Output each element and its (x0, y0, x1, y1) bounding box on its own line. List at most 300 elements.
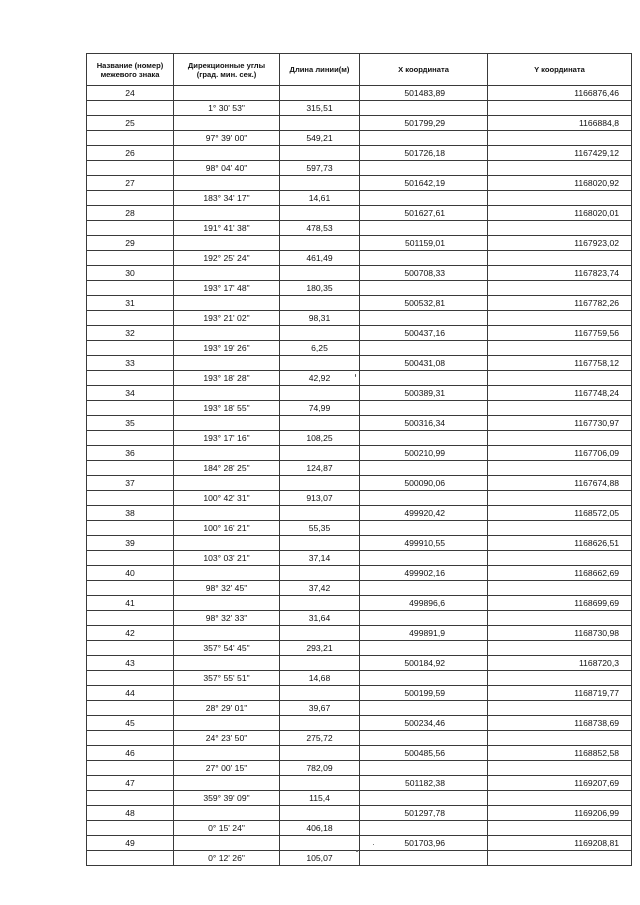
empty-cell (360, 821, 488, 836)
line-length: 31,64 (280, 611, 360, 626)
empty-cell (280, 506, 360, 521)
empty-cell (280, 536, 360, 551)
empty-cell (280, 746, 360, 761)
empty-cell (280, 626, 360, 641)
y-coordinate: 1169208,81 (488, 836, 632, 851)
x-coordinate: 501483,89 (360, 86, 488, 101)
empty-cell (280, 776, 360, 791)
empty-cell (174, 416, 280, 431)
table-row (87, 551, 632, 566)
empty-cell (280, 476, 360, 491)
empty-cell (87, 101, 174, 116)
line-length: 39,67 (280, 701, 360, 716)
empty-cell (360, 341, 488, 356)
empty-cell (488, 851, 632, 866)
line-length: 180,35 (280, 281, 360, 296)
empty-cell (360, 581, 488, 596)
empty-cell (360, 221, 488, 236)
table-row (87, 536, 632, 551)
empty-cell (360, 791, 488, 806)
x-coordinate: 499891,9 (360, 626, 488, 641)
direction-angle: 184° 28' 25" (174, 461, 280, 476)
empty-cell (488, 281, 632, 296)
table-row (87, 686, 632, 701)
empty-cell (280, 656, 360, 671)
line-length: 74,99 (280, 401, 360, 416)
empty-cell (488, 371, 632, 386)
direction-angle: 98° 04' 40" (174, 161, 280, 176)
table-row (87, 641, 632, 656)
table-row (87, 581, 632, 596)
empty-cell (488, 431, 632, 446)
direction-angle: 27° 00' 15" (174, 761, 280, 776)
table-row (87, 461, 632, 476)
line-length: 275,72 (280, 731, 360, 746)
empty-cell (360, 161, 488, 176)
table-row (87, 731, 632, 746)
empty-cell (280, 356, 360, 371)
x-coordinate: 501159,01 (360, 236, 488, 251)
direction-angle: 28° 29' 01" (174, 701, 280, 716)
empty-cell (488, 161, 632, 176)
empty-cell (488, 671, 632, 686)
table-row (87, 176, 632, 191)
x-coordinate: 501297,78 (360, 806, 488, 821)
direction-angle: 100° 16' 21" (174, 521, 280, 536)
point-name: 24 (87, 86, 174, 101)
table-row (87, 146, 632, 161)
x-coordinate: 500532,81 (360, 296, 488, 311)
point-name: 44 (87, 686, 174, 701)
empty-cell (360, 371, 488, 386)
direction-angle: 193° 17' 16" (174, 431, 280, 446)
empty-cell (174, 146, 280, 161)
table-row (87, 806, 632, 821)
empty-cell (488, 461, 632, 476)
empty-cell (280, 836, 360, 851)
direction-angle: 0° 15' 24" (174, 821, 280, 836)
point-name: 25 (87, 116, 174, 131)
line-length: 913,07 (280, 491, 360, 506)
y-coordinate: 1166876,46 (488, 86, 632, 101)
y-coordinate: 1168662,69 (488, 566, 632, 581)
x-coordinate: 500316,34 (360, 416, 488, 431)
y-coordinate: 1168020,01 (488, 206, 632, 221)
table-row (87, 476, 632, 491)
line-length: 98,31 (280, 311, 360, 326)
table-row (87, 566, 632, 581)
empty-cell (174, 446, 280, 461)
header-angle: Дирекционные углы (град. мин. сек.) (174, 54, 280, 86)
point-name: 47 (87, 776, 174, 791)
empty-cell (174, 266, 280, 281)
point-name: 35 (87, 416, 174, 431)
empty-cell (488, 551, 632, 566)
empty-cell (87, 191, 174, 206)
y-coordinate: 1167748,24 (488, 386, 632, 401)
empty-cell (280, 146, 360, 161)
empty-cell (174, 716, 280, 731)
empty-cell (360, 461, 488, 476)
direction-angle: 98° 32' 33" (174, 611, 280, 626)
empty-cell (360, 671, 488, 686)
empty-cell (488, 401, 632, 416)
empty-cell (360, 641, 488, 656)
x-coordinate: 499896,6 (360, 596, 488, 611)
table-row (87, 671, 632, 686)
direction-angle: 98° 32' 45" (174, 581, 280, 596)
empty-cell (174, 836, 280, 851)
line-length: 14,61 (280, 191, 360, 206)
y-coordinate: 1168699,69 (488, 596, 632, 611)
empty-cell (174, 536, 280, 551)
point-name: 32 (87, 326, 174, 341)
y-coordinate: 1168852,58 (488, 746, 632, 761)
table-row (87, 86, 632, 101)
empty-cell (174, 746, 280, 761)
empty-cell (280, 716, 360, 731)
empty-cell (488, 311, 632, 326)
x-coordinate: 500389,31 (360, 386, 488, 401)
empty-cell (87, 461, 174, 476)
empty-cell (174, 806, 280, 821)
direction-angle: 183° 34' 17" (174, 191, 280, 206)
empty-cell (174, 776, 280, 791)
point-name: 31 (87, 296, 174, 311)
table-row (87, 221, 632, 236)
table-header-row (87, 54, 632, 86)
empty-cell (280, 416, 360, 431)
point-name: 45 (87, 716, 174, 731)
y-coordinate: 1167730,97 (488, 416, 632, 431)
empty-cell (280, 116, 360, 131)
empty-cell (174, 656, 280, 671)
empty-cell (280, 296, 360, 311)
y-coordinate: 1167823,74 (488, 266, 632, 281)
line-length: 406,18 (280, 821, 360, 836)
empty-cell (87, 281, 174, 296)
line-length: 782,09 (280, 761, 360, 776)
empty-cell (360, 611, 488, 626)
table-row (87, 596, 632, 611)
point-name: 41 (87, 596, 174, 611)
point-name: 43 (87, 656, 174, 671)
line-length: 108,25 (280, 431, 360, 446)
table-row (87, 386, 632, 401)
empty-cell (360, 701, 488, 716)
y-coordinate: 1169206,99 (488, 806, 632, 821)
empty-cell (87, 251, 174, 266)
line-length: 14,68 (280, 671, 360, 686)
empty-cell (280, 206, 360, 221)
direction-angle: 357° 54' 45" (174, 641, 280, 656)
empty-cell (488, 791, 632, 806)
point-name: 40 (87, 566, 174, 581)
x-coordinate: 501182,38 (360, 776, 488, 791)
line-length: 315,51 (280, 101, 360, 116)
empty-cell (87, 431, 174, 446)
empty-cell (360, 521, 488, 536)
scan-speck (356, 850, 358, 852)
empty-cell (174, 626, 280, 641)
table-row (87, 491, 632, 506)
empty-cell (87, 701, 174, 716)
scan-speck (373, 844, 374, 845)
scan-speck (355, 374, 356, 377)
table-body (87, 86, 632, 866)
x-coordinate: 499910,55 (360, 536, 488, 551)
empty-cell (488, 101, 632, 116)
empty-cell (174, 356, 280, 371)
empty-cell (488, 341, 632, 356)
empty-cell (360, 251, 488, 266)
empty-cell (280, 266, 360, 281)
y-coordinate: 1168572,05 (488, 506, 632, 521)
empty-cell (174, 326, 280, 341)
empty-cell (174, 566, 280, 581)
direction-angle: 191° 41' 38" (174, 221, 280, 236)
empty-cell (87, 791, 174, 806)
empty-cell (488, 191, 632, 206)
direction-angle: 193° 17' 48" (174, 281, 280, 296)
y-coordinate: 1166884,8 (488, 116, 632, 131)
table-row (87, 521, 632, 536)
table-row (87, 506, 632, 521)
empty-cell (87, 821, 174, 836)
direction-angle: 193° 18' 55" (174, 401, 280, 416)
direction-angle: 1° 30' 53" (174, 101, 280, 116)
empty-cell (488, 641, 632, 656)
table-row (87, 356, 632, 371)
empty-cell (87, 221, 174, 236)
table-row (87, 251, 632, 266)
empty-cell (360, 191, 488, 206)
empty-cell (488, 581, 632, 596)
empty-cell (360, 401, 488, 416)
empty-cell (360, 431, 488, 446)
y-coordinate: 1167782,26 (488, 296, 632, 311)
table-row (87, 341, 632, 356)
x-coordinate: 500708,33 (360, 266, 488, 281)
table-row (87, 626, 632, 641)
empty-cell (87, 161, 174, 176)
empty-cell (360, 281, 488, 296)
point-name: 30 (87, 266, 174, 281)
line-length: 549,21 (280, 131, 360, 146)
table-row (87, 746, 632, 761)
x-coordinate: 501726,18 (360, 146, 488, 161)
direction-angle: 192° 25' 24" (174, 251, 280, 266)
x-coordinate: 500184,92 (360, 656, 488, 671)
point-name: 48 (87, 806, 174, 821)
line-length: 115,4 (280, 791, 360, 806)
point-name: 27 (87, 176, 174, 191)
y-coordinate: 1168738,69 (488, 716, 632, 731)
direction-angle: 24° 23' 50" (174, 731, 280, 746)
direction-angle: 103° 03' 21" (174, 551, 280, 566)
table-row (87, 416, 632, 431)
line-length: 124,87 (280, 461, 360, 476)
header-x: X координата (360, 54, 488, 86)
point-name: 39 (87, 536, 174, 551)
y-coordinate: 1167706,09 (488, 446, 632, 461)
table-row (87, 371, 632, 386)
direction-angle: 193° 19' 26" (174, 341, 280, 356)
x-coordinate: 501627,61 (360, 206, 488, 221)
empty-cell (360, 851, 488, 866)
empty-cell (488, 251, 632, 266)
x-coordinate: 500437,16 (360, 326, 488, 341)
x-coordinate: 500090,06 (360, 476, 488, 491)
line-length: 597,73 (280, 161, 360, 176)
table-row (87, 131, 632, 146)
empty-cell (280, 566, 360, 581)
point-name: 29 (87, 236, 174, 251)
line-length: 42,92 (280, 371, 360, 386)
x-coordinate: 499902,16 (360, 566, 488, 581)
table-row (87, 236, 632, 251)
empty-cell (488, 521, 632, 536)
y-coordinate: 1167674,88 (488, 476, 632, 491)
empty-cell (87, 491, 174, 506)
line-length: 461,49 (280, 251, 360, 266)
y-coordinate: 1168719,77 (488, 686, 632, 701)
table-row (87, 611, 632, 626)
empty-cell (488, 821, 632, 836)
point-name: 38 (87, 506, 174, 521)
direction-angle: 193° 18' 28" (174, 371, 280, 386)
x-coordinate: 501642,19 (360, 176, 488, 191)
direction-angle: 193° 21' 02" (174, 311, 280, 326)
x-coordinate: 500234,46 (360, 716, 488, 731)
header-y: Y координата (488, 54, 632, 86)
y-coordinate: 1168730,98 (488, 626, 632, 641)
table-row (87, 791, 632, 806)
header-name: Название (номер) межевого знака (87, 54, 174, 86)
table-row (87, 761, 632, 776)
empty-cell (174, 176, 280, 191)
point-name: 28 (87, 206, 174, 221)
empty-cell (488, 221, 632, 236)
point-name: 49 (87, 836, 174, 851)
table-row (87, 851, 632, 866)
table-row (87, 161, 632, 176)
empty-cell (87, 521, 174, 536)
empty-cell (280, 446, 360, 461)
y-coordinate: 1167429,12 (488, 146, 632, 161)
empty-cell (488, 491, 632, 506)
boundary-coordinates-table (86, 53, 632, 866)
table-row (87, 446, 632, 461)
table-row (87, 191, 632, 206)
line-length: 478,53 (280, 221, 360, 236)
table-row (87, 326, 632, 341)
point-name: 33 (87, 356, 174, 371)
empty-cell (360, 311, 488, 326)
direction-angle: 357° 55' 51" (174, 671, 280, 686)
x-coordinate: 500210,99 (360, 446, 488, 461)
table-row (87, 716, 632, 731)
empty-cell (360, 731, 488, 746)
x-coordinate: 499920,42 (360, 506, 488, 521)
empty-cell (280, 806, 360, 821)
y-coordinate: 1167759,56 (488, 326, 632, 341)
empty-cell (280, 86, 360, 101)
table-row (87, 116, 632, 131)
table-row (87, 401, 632, 416)
empty-cell (280, 176, 360, 191)
empty-cell (87, 761, 174, 776)
empty-cell (174, 386, 280, 401)
y-coordinate: 1167758,12 (488, 356, 632, 371)
line-length: 105,07 (280, 851, 360, 866)
empty-cell (174, 506, 280, 521)
direction-angle: 97° 39' 00" (174, 131, 280, 146)
empty-cell (280, 596, 360, 611)
empty-cell (87, 341, 174, 356)
line-length: 293,21 (280, 641, 360, 656)
empty-cell (488, 131, 632, 146)
table-row (87, 266, 632, 281)
empty-cell (488, 701, 632, 716)
empty-cell (360, 761, 488, 776)
point-name: 26 (87, 146, 174, 161)
table-row (87, 431, 632, 446)
table-row (87, 206, 632, 221)
direction-angle: 0° 12' 26" (174, 851, 280, 866)
y-coordinate: 1167923,02 (488, 236, 632, 251)
empty-cell (87, 851, 174, 866)
empty-cell (87, 371, 174, 386)
header-length: Длина линии(м) (280, 54, 360, 86)
empty-cell (174, 476, 280, 491)
empty-cell (87, 311, 174, 326)
table-row (87, 281, 632, 296)
empty-cell (360, 131, 488, 146)
empty-cell (87, 671, 174, 686)
x-coordinate: 500485,56 (360, 746, 488, 761)
empty-cell (360, 101, 488, 116)
point-name: 37 (87, 476, 174, 491)
table-row (87, 296, 632, 311)
empty-cell (280, 686, 360, 701)
line-length: 37,42 (280, 581, 360, 596)
x-coordinate: 500199,59 (360, 686, 488, 701)
line-length: 6,25 (280, 341, 360, 356)
x-coordinate: 500431,08 (360, 356, 488, 371)
table-row (87, 836, 632, 851)
table-row (87, 101, 632, 116)
point-name: 34 (87, 386, 174, 401)
empty-cell (488, 611, 632, 626)
empty-cell (87, 611, 174, 626)
empty-cell (174, 296, 280, 311)
empty-cell (280, 326, 360, 341)
empty-cell (174, 686, 280, 701)
x-coordinate: 501799,29 (360, 116, 488, 131)
empty-cell (87, 401, 174, 416)
empty-cell (360, 491, 488, 506)
empty-cell (488, 731, 632, 746)
empty-cell (174, 86, 280, 101)
empty-cell (280, 236, 360, 251)
y-coordinate: 1169207,69 (488, 776, 632, 791)
empty-cell (488, 761, 632, 776)
empty-cell (87, 641, 174, 656)
empty-cell (87, 551, 174, 566)
point-name: 42 (87, 626, 174, 641)
empty-cell (174, 596, 280, 611)
